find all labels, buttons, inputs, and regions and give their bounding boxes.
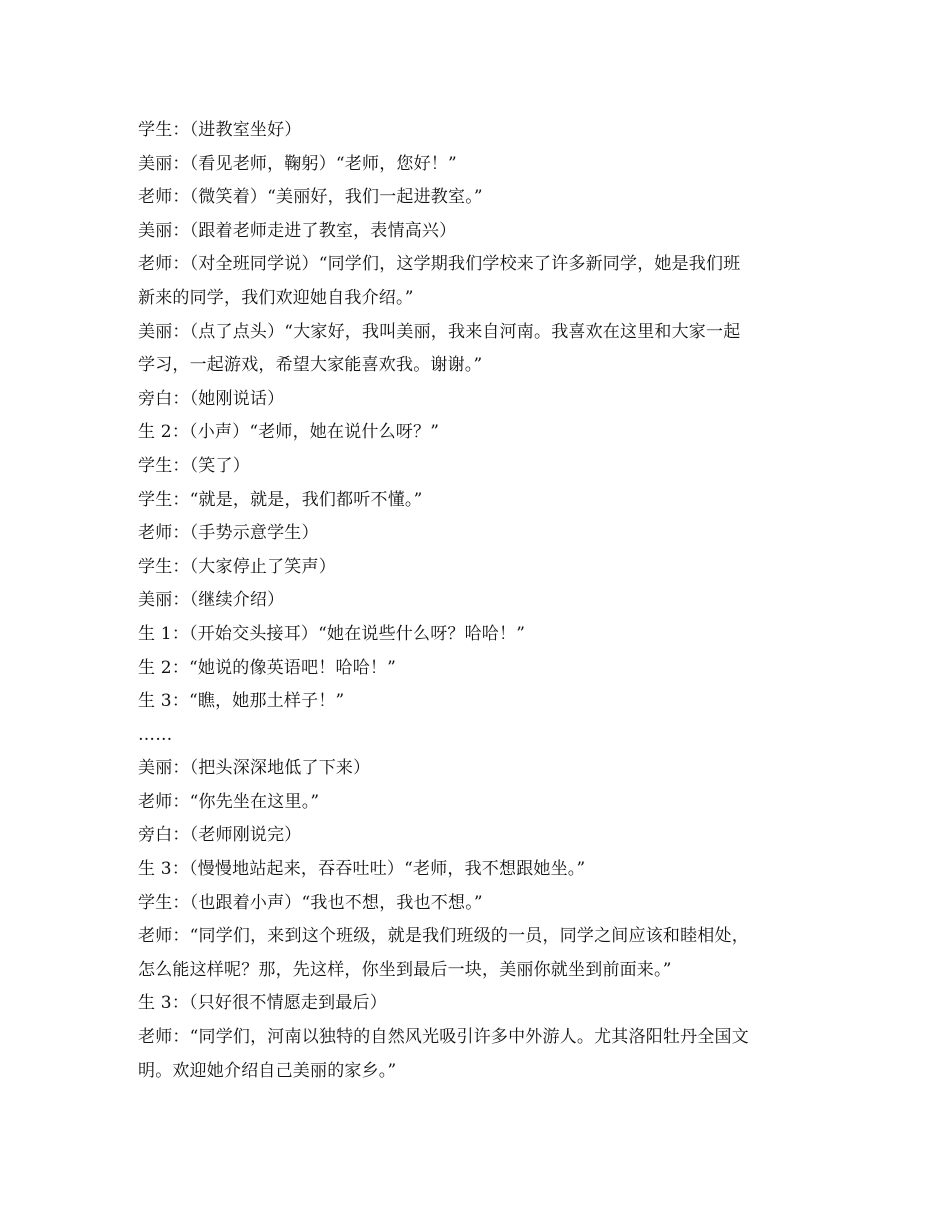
script-body [138, 114, 828, 1088]
script-line: 老师：“你先坐在这里。” [138, 791, 320, 812]
script-line: 生 2：“她说的像英语吧！哈哈！” [138, 657, 397, 678]
script-line: 美丽：（跟着老师走进了教室，表情高兴） [138, 220, 457, 241]
script-line: 学习，一起游戏，希望大家能喜欢我。谢谢。” [138, 355, 483, 376]
script-line: 怎么能这样呢？那，先这样，你坐到最后一块，美丽你就坐到前面来。” [138, 959, 672, 980]
script-line: 老师：“同学们，来到这个班级，就是我们班级的一员，同学之间应该和睦相处， [138, 926, 749, 947]
script-line: 生 1：（开始交头接耳）“她在说些什么呀？哈哈！” [138, 623, 526, 644]
script-line: 老师：（微笑着）“美丽好，我们一起进教室。” [138, 187, 483, 208]
script-line: 美丽：（把头深深地低了下来） [138, 758, 371, 779]
script-line: 旁白：（老师刚说完） [138, 825, 302, 846]
script-line: 老师：“同学们，河南以独特的自然风光吸引许多中外游人。尤其洛阳牡丹全国文 [138, 1027, 749, 1048]
script-line: 学生：（也跟着小声）“我也不想，我也不想。” [138, 892, 483, 913]
script-line: 学生：（笑了） [138, 455, 250, 476]
script-line: 生 3：（慢慢地站起来，吞吞吐吐）“老师，我不想跟她坐。” [138, 859, 586, 880]
script-line: 生 2：（小声）“老师，她在说什么呀？” [138, 422, 440, 443]
script-line: 生 3：“瞧，她那土样子！” [138, 691, 345, 712]
script-line: 学生：“就是，就是，我们都听不懂。” [138, 489, 423, 510]
script-line: 生 3：（只好很不情愿走到最后） [138, 993, 387, 1014]
script-line: 美丽：（点了点头）“大家好，我叫美丽，我来自河南。我喜欢在这里和大家一起 [138, 321, 741, 342]
script-line: 新来的同学，我们欢迎她自我介绍。” [138, 287, 414, 308]
script-line: 明。欢迎她介绍自己美丽的家乡。” [138, 1060, 397, 1081]
script-line: 老师：（对全班同学说）“同学们，这学期我们学校来了许多新同学，她是我们班 [138, 254, 741, 275]
script-line: 旁白：（她刚说话） [138, 388, 285, 409]
script-line: 美丽：（继续介绍） [138, 590, 285, 611]
ellipsis-line: …… [138, 724, 173, 745]
script-line: 美丽：（看见老师，鞠躬）“老师，您好！” [138, 153, 457, 174]
script-line: 学生：（大家停止了笑声） [138, 556, 336, 577]
script-line: 老师：（手势示意学生） [138, 523, 319, 544]
script-line: 学生：（进教室坐好） [138, 120, 302, 140]
